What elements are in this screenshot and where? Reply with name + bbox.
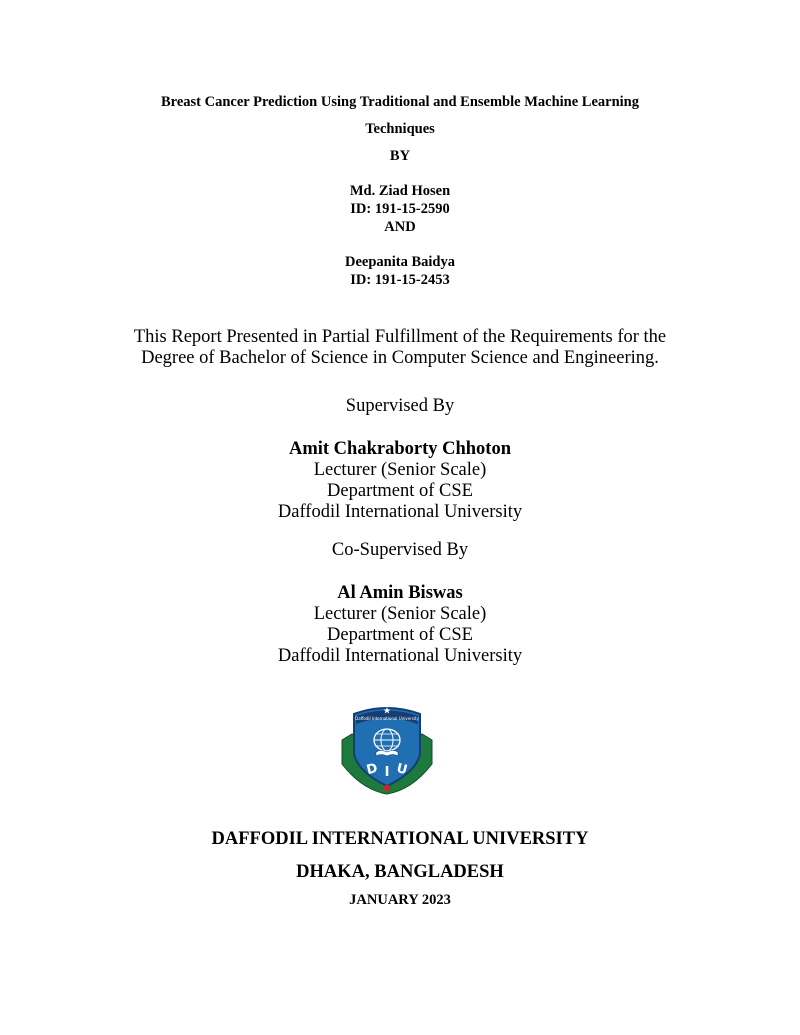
university-logo — [340, 700, 434, 796]
and-label: AND — [384, 219, 416, 235]
footer-location: DHAKA, BANGLADESH — [296, 862, 504, 882]
co-supervisor-university: Daffodil International University — [277, 646, 523, 666]
footer-date: JANUARY 2023 — [349, 892, 451, 908]
supervisor-name: Amit Chakraborty Chhoton — [288, 439, 512, 459]
supervisor-department: Department of CSE — [327, 481, 473, 501]
author-2-name: Deepanita Baidya — [345, 254, 455, 270]
author-1-id: ID: 191-15-2590 — [350, 201, 450, 217]
co-supervisor-designation: Lecturer (Senior Scale) — [313, 604, 487, 624]
degree-statement-line-1: This Report Presented in Partial Fulfillment of the Requirements for the — [133, 327, 667, 347]
footer-university: DAFFODIL INTERNATIONAL UNIVERSITY — [211, 829, 589, 849]
logo-letter-d: D — [365, 761, 380, 779]
logo-red-dot — [384, 785, 390, 791]
supervisor-university: Daffodil International University — [277, 502, 523, 522]
author-2-id: ID: 191-15-2453 — [350, 272, 450, 288]
by-label: BY — [389, 148, 411, 164]
report-title-line-1: Breast Cancer Prediction Using Traditional and Ensemble Machine Learning — [161, 94, 639, 110]
co-supervisor-name: Al Amin Biswas — [337, 583, 463, 603]
supervisor-designation: Lecturer (Senior Scale) — [313, 460, 487, 480]
logo-letter-u: U — [394, 761, 409, 779]
report-title-line-2: Techniques — [365, 121, 435, 137]
author-1-name: Md. Ziad Hosen — [349, 183, 451, 199]
degree-statement-line-2: Degree of Bachelor of Science in Computer Science and Engineering. — [141, 348, 659, 368]
logo-letter-i: I — [384, 765, 390, 780]
logo-ribbon-text: Daffodil International University — [355, 716, 419, 721]
co-supervised-by-heading: Co-Supervised By — [331, 540, 469, 560]
co-supervisor-department: Department of CSE — [327, 625, 473, 645]
supervised-by-heading: Supervised By — [345, 396, 455, 416]
